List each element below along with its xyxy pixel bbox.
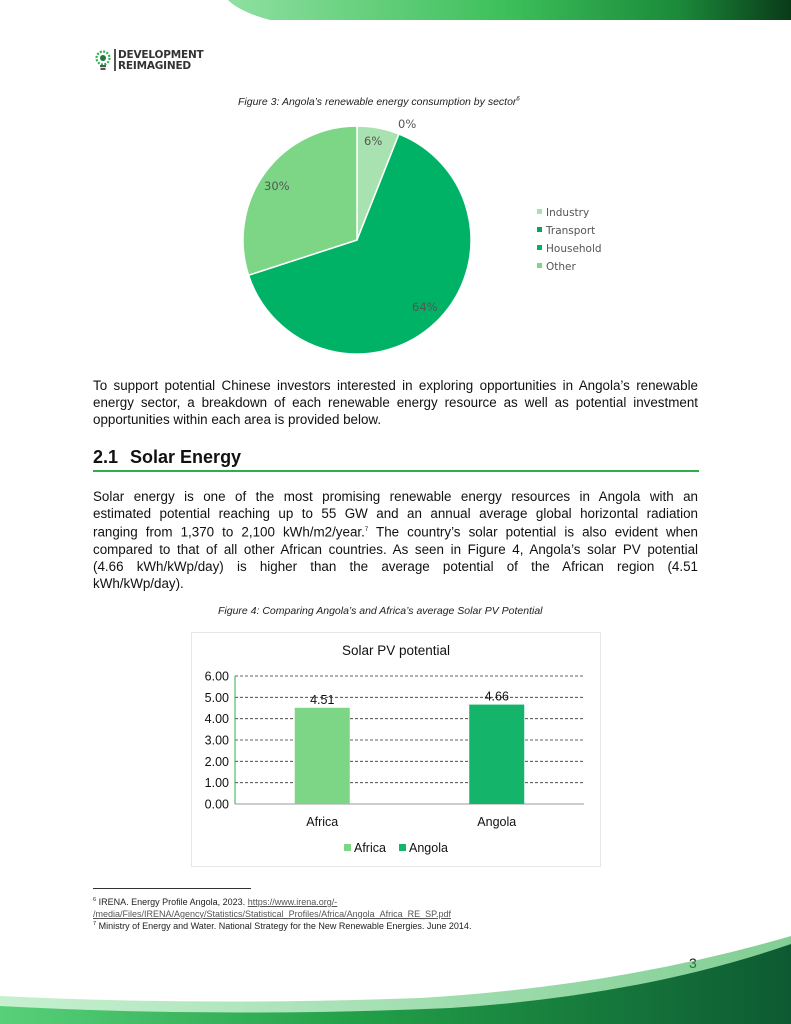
pie-chart	[230, 112, 630, 362]
intro-line-2: energy sector, a breakdown of each renewable energy resource as well as potential investment	[93, 395, 698, 411]
solar-line-3	[93, 522, 698, 541]
legend-label-africa: Africa	[354, 841, 386, 855]
legend-label-other: Other	[546, 261, 576, 273]
pie-label-transport: 0%	[398, 117, 417, 131]
figure-3-caption-text: Figure 3: Angola’s renewable energy consumption by sector	[238, 96, 517, 108]
legend-label-industry: Industry	[546, 207, 590, 219]
bar-africa	[295, 708, 350, 804]
legend-swatch-household	[537, 245, 542, 250]
footnote-6-number: 6	[93, 897, 97, 903]
solar-paragraph	[93, 488, 698, 593]
legend-label-household: Household	[546, 243, 602, 255]
footnote-separator	[93, 888, 251, 889]
section-number: 2.1	[93, 447, 119, 467]
intro-line-1: To support potential Chinese investors interested in exploring opportunities in Angola’s renewable	[93, 378, 698, 393]
section-underline	[93, 470, 699, 472]
legend-label-angola: Angola	[409, 841, 448, 855]
figure-3-footnote-ref: 6	[516, 96, 520, 103]
bar-chart-title: Solar PV potential	[341, 643, 451, 658]
logo-divider	[114, 49, 116, 71]
solar-line-1: Solar energy is one of the most promising renewable energy resources in Angola with an	[93, 489, 698, 504]
legend-swatch-transport	[537, 227, 542, 232]
solar-line-3a: ranging from 1,370 to 2,100 kWh/m2/year.	[93, 524, 365, 540]
x-tick-label-angola: Angola	[477, 815, 517, 829]
solar-line-3b: The country’s solar potential is also evident when	[376, 524, 698, 540]
solar-line-2: estimated potential reaching up to 55 GW and an annual average global horizontal radiation	[93, 506, 698, 522]
legend-swatch-industry	[537, 209, 542, 214]
header-wave-decoration	[0, 0, 791, 20]
logo	[94, 49, 204, 75]
figure-3-caption	[238, 96, 520, 108]
bar-chart	[191, 632, 601, 867]
footer-wave-decoration	[0, 936, 791, 1024]
y-tick-label: 6.00	[204, 669, 229, 684]
section-title: Solar Energy	[130, 447, 242, 467]
logo-line-2: REIMAGINED	[118, 60, 191, 72]
y-tick-label: 3.00	[204, 733, 229, 748]
solar-line-4: compared to that of all other African countries. As seen in Figure 4, Angola’s solar PV potential	[93, 542, 698, 558]
pie-label-household: 64%	[412, 300, 438, 314]
data-label-angola: 4.66	[484, 689, 509, 704]
y-tick-label: 1.00	[204, 776, 229, 791]
footnote-7-text: Ministry of Energy and Water. National Strategy for the New Renewable Energies. June 2014.	[98, 921, 472, 931]
pie-legend	[537, 207, 602, 273]
bar-angola	[469, 705, 524, 804]
footnote-7-number: 7	[93, 921, 97, 927]
bar-chart-frame	[192, 633, 601, 867]
footnote-7	[93, 919, 713, 933]
y-tick-label: 4.00	[204, 712, 229, 727]
figure-4-caption: Figure 4: Comparing Angola’s and Africa’s average Solar PV Potential	[218, 605, 543, 617]
lightbulb-logo-icon	[94, 49, 112, 73]
x-tick-label-africa: Africa	[306, 815, 339, 829]
legend-swatch-africa	[344, 844, 351, 851]
pie-label-industry: 6%	[364, 134, 383, 148]
y-tick-label: 2.00	[204, 754, 229, 769]
legend-label-transport: Transport	[546, 225, 596, 237]
footnote-6-text: IRENA. Energy Profile Angola, 2023.	[98, 897, 246, 907]
y-tick-label: 5.00	[204, 690, 229, 705]
footnote-6-link-part-1[interactable]: https://www.irena.org/-	[247, 897, 338, 907]
footnote-6	[93, 895, 713, 920]
solar-line-6: kWh/kWp/day).	[93, 576, 184, 592]
logo-line-1: DEVELOPMENT	[118, 49, 204, 61]
legend-swatch-other	[537, 263, 542, 268]
footnote-6-link-part-2[interactable]: /media/Files/IRENA/Agency/Statistics/Statistical_Profiles/Africa/Angola_Africa_RE_SP.pdf	[93, 908, 451, 919]
intro-line-3: opportunities within each area is provided below.	[93, 412, 382, 428]
data-label-africa: 4.51	[310, 692, 335, 707]
pie-label-other: 30%	[264, 179, 290, 193]
section-heading	[93, 447, 241, 468]
solar-line-5: (4.66 kWh/kWp/day) is higher than the average potential of the African region (4.51	[93, 559, 698, 575]
intro-paragraph	[93, 377, 698, 429]
legend-swatch-angola	[399, 844, 406, 851]
y-tick-label: 0.00	[204, 797, 229, 812]
solar-footnote-ref: 7	[364, 527, 369, 534]
